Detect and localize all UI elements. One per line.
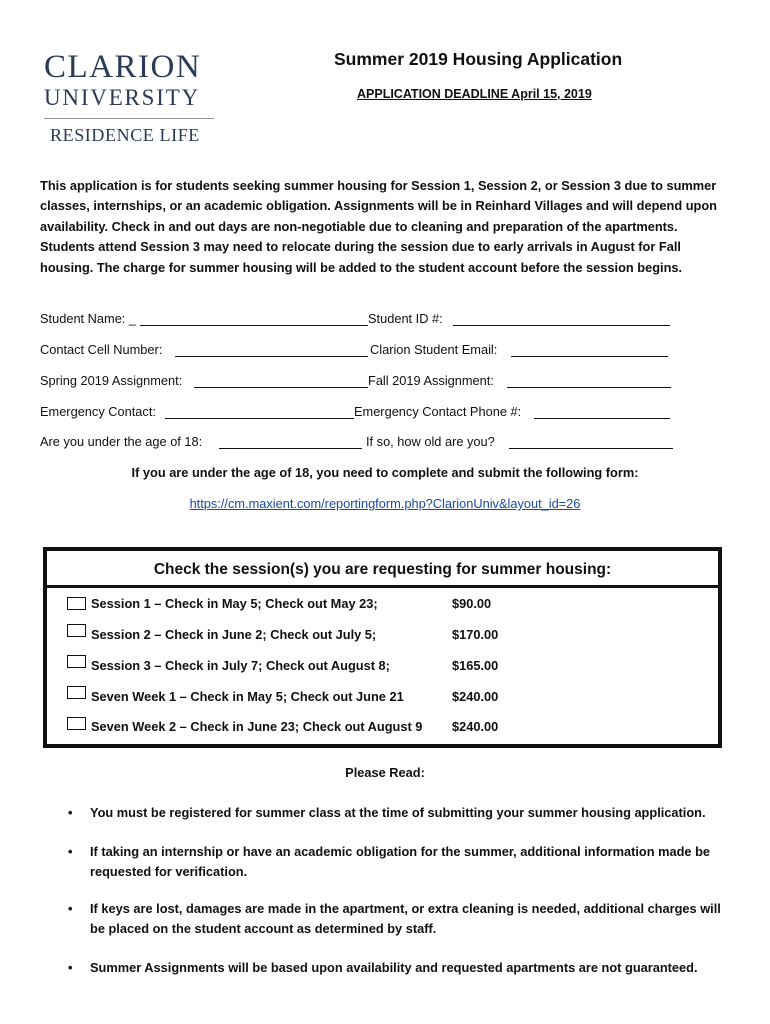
session-row — [47, 596, 718, 618]
session-label: Seven Week 1 – Check in May 5; Check out June 21 — [91, 689, 404, 704]
seven-week-1-checkbox[interactable] — [67, 686, 86, 699]
emergency-phone-label: Emergency Contact Phone #: — [354, 404, 522, 419]
bullet-icon: • — [68, 901, 73, 916]
under-18-label: Are you under the age of 18: — [40, 434, 203, 449]
sessions-heading: Check the session(s) you are requesting for summer housing: — [47, 551, 718, 588]
logo-line-clarion: CLARION — [44, 49, 202, 85]
session-row — [47, 658, 718, 680]
clarion-logo — [44, 50, 224, 146]
logo-line-university: UNIVERSITY — [44, 85, 200, 110]
how-old-field[interactable] — [509, 434, 673, 449]
session-price: $165.00 — [452, 658, 499, 673]
bullet-text: You must be registered for summer class at the time of submitting your summer housing application. — [90, 805, 706, 820]
field-row-contact — [40, 342, 740, 362]
bullet-icon: • — [68, 960, 73, 975]
session-1-checkbox[interactable] — [67, 597, 86, 610]
under-18-notice: If you are under the age of 18, you need to complete and submit the following form: — [131, 465, 639, 480]
logo-line-residence-life: RESIDENCE LIFE — [50, 125, 200, 145]
application-deadline: APPLICATION DEADLINE April 15, 2019 — [357, 87, 592, 101]
emergency-contact-field[interactable] — [165, 404, 354, 419]
bullet-icon: • — [68, 805, 73, 820]
seven-week-2-checkbox[interactable] — [67, 717, 86, 730]
emergency-phone-field[interactable] — [534, 404, 670, 419]
session-price: $240.00 — [452, 719, 499, 734]
bullet-icon: • — [68, 844, 73, 859]
spring-assignment-field[interactable] — [194, 373, 368, 388]
session-price: $90.00 — [452, 596, 492, 611]
student-name-label: Student Name: _ — [40, 311, 137, 326]
fall-assignment-field[interactable] — [507, 373, 671, 388]
student-id-field[interactable] — [453, 311, 670, 326]
sessions-box — [43, 547, 722, 748]
emergency-contact-label: Emergency Contact: — [40, 404, 156, 419]
student-id-label: Student ID #: — [368, 311, 443, 326]
session-row — [47, 689, 718, 711]
field-row-age — [40, 434, 740, 454]
cell-number-label: Contact Cell Number: — [40, 342, 163, 357]
session-2-checkbox[interactable] — [67, 624, 86, 637]
page-title: Summer 2019 Housing Application — [334, 49, 623, 69]
session-3-checkbox[interactable] — [67, 655, 86, 668]
session-label: Session 1 – Check in May 5; Check out May 23; — [91, 596, 378, 611]
reporting-form-link[interactable]: https://cm.maxient.com/reportingform.php?ClarionUniv&layout_id=26 — [189, 496, 581, 511]
cell-number-field[interactable] — [175, 342, 368, 357]
under-18-field[interactable] — [219, 434, 362, 449]
fall-assignment-label: Fall 2019 Assignment: — [368, 373, 494, 388]
logo-divider — [44, 118, 214, 119]
session-row — [47, 627, 718, 649]
session-label: Seven Week 2 – Check in June 23; Check out August 9 — [91, 719, 423, 734]
bullet-text: If taking an internship or have an academic obligation for the summer, additional information made be requested for verification. — [90, 844, 711, 879]
field-row-emergency — [40, 404, 740, 424]
spring-assignment-label: Spring 2019 Assignment: — [40, 373, 183, 388]
session-label: Session 3 – Check in July 7; Check out August 8; — [91, 658, 390, 673]
session-label: Session 2 – Check in June 2; Check out July 5; — [91, 627, 377, 642]
how-old-label: If so, how old are you? — [366, 434, 495, 449]
student-email-label: Clarion Student Email: — [370, 342, 498, 357]
session-price: $170.00 — [452, 627, 499, 642]
bullet-text: Summer Assignments will be based upon availability and requested apartments are not guaranteed. — [90, 960, 698, 975]
session-row — [47, 719, 718, 741]
bullet-text: If keys are lost, damages are made in the apartment, or extra cleaning is needed, additional charges will be placed on the student account as determined by staff. — [90, 901, 721, 936]
intro-paragraph: This application is for students seeking summer housing for Session 1, Session 2, or Session 3 due to summer classes, internships, or an academic obligation. Assignments will be in Reinhard Villages and will depend upon availability. Check in and out days are non-negotiable due to cleaning and preparation of the apartments. Students attend Session 3 may need to relocate during the session due to early arrivals in August for Fall housing. The charge for summer housing will be added to the student account before the session begins. — [40, 178, 717, 275]
session-price: $240.00 — [452, 689, 499, 704]
please-read-heading: Please Read: — [345, 765, 425, 780]
student-name-field[interactable] — [140, 311, 368, 326]
student-email-field[interactable] — [511, 342, 668, 357]
field-row-assignments — [40, 373, 740, 393]
field-row-name-id — [40, 311, 740, 331]
